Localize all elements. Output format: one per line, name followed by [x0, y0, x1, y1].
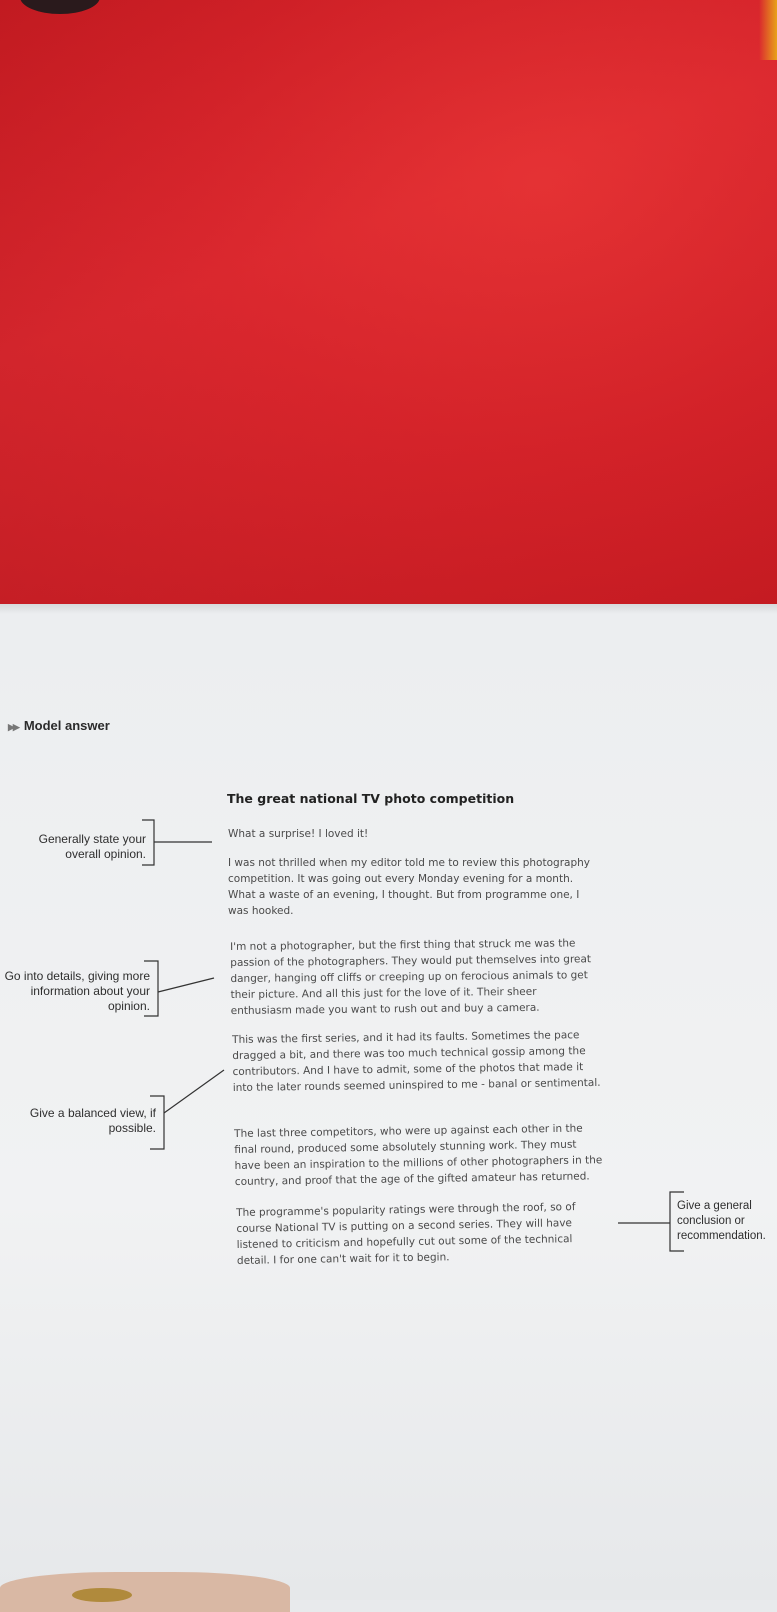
yellow-edge — [759, 0, 777, 60]
hand — [0, 1572, 290, 1612]
page-edge — [0, 604, 777, 614]
margin-note-balanced-view: Give a balanced view, if possible. — [29, 1106, 156, 1135]
cloth-shading — [0, 0, 777, 612]
article-title: The great national TV photo competition — [227, 791, 515, 806]
paragraph-2: I'm not a photographer, but the first thing that struck me was the passion of the photographers. They would put themselves into great danger, hanging off cliffs or creeping up on ferocious animals to get their picture. And all this just for the love of it. Their sheer enthusiasm made you want to rush out and buy a camera. — [230, 937, 592, 1017]
paragraph-5: The programme's popularity ratings were through the roof, so of course National TV is putting on a second series. They will have listened to criticism and hopefully cut out some of the technical detail. I for one can't wait for it to begin. — [236, 1201, 576, 1267]
book-page — [0, 604, 777, 1600]
paragraph-4: The last three competitors, who were up against each other in the final round, produced some absolutely stunning work. They must have been an inspiration to the millions of other photographers in the country, and proof that the age of the gifted amateur has returned. — [234, 1122, 603, 1188]
margin-note-overall-opinion: Generally state your overall opinion. — [38, 832, 146, 861]
section-header-label: Model answer — [23, 718, 110, 733]
paragraph-1: I was not thrilled when my editor told me to review this photography competition. It was going out every Monday evening for a month. What a waste of an evening, I thought. But from programme one, I was hooked. — [228, 857, 590, 917]
paragraph-opening: What a surprise! I loved it! — [228, 828, 369, 840]
section-header — [8, 718, 110, 733]
double-arrow-icon: ▶▶ — [8, 722, 18, 732]
paragraph-3: This was the first series, and it had its faults. Sometimes the pace dragged a bit, and there was too much technical gossip among the contributors. And I have to admit, some of the photos that made it into the later rounds seemed uninspired to me - banal or sentimental. — [232, 1029, 601, 1094]
margin-note-conclusion: Give a general conclusion or recommendation. — [677, 1200, 766, 1242]
margin-note-details: Go into details, giving more information about your opinion. — [4, 969, 150, 1013]
